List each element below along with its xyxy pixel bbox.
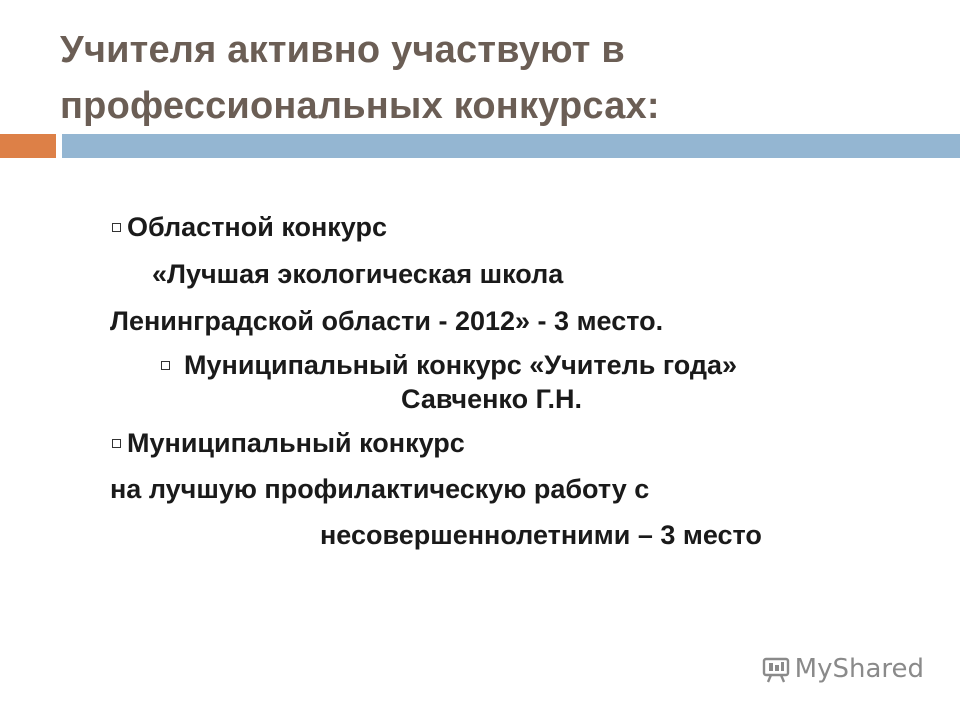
square-bullet-icon	[112, 223, 121, 232]
presentation-board-icon	[761, 654, 791, 684]
list-item-1-heading: Областной конкурс	[127, 212, 387, 242]
square-bullet-icon	[161, 361, 170, 370]
watermark	[761, 654, 924, 684]
list-item-1-line-2: «Лучшая экологическая школа	[152, 259, 564, 289]
list-item-3-line-1	[112, 426, 465, 460]
list-item-2-line-2: Савченко Г.Н.	[401, 384, 582, 414]
title-line-1: Учителя активно участвуют в	[60, 29, 625, 71]
list-item-2-heading: Муниципальный конкурс «Учитель года»	[184, 350, 738, 380]
title-line-2: профессиональных конкурсах:	[60, 85, 660, 127]
watermark-text: MyShared	[794, 654, 924, 684]
list-item-3-line-2: на лучшую профилактическую работу с	[110, 474, 650, 504]
list-item-2-line-1	[161, 348, 737, 382]
list-item-3-heading: Муниципальный конкурс	[127, 428, 465, 458]
square-bullet-icon	[112, 439, 121, 448]
list-item-1-line-3: Ленинградской области - 2012» - 3 место.	[110, 306, 664, 336]
list-item-3-line-3: несовершеннолетними – 3 место	[320, 520, 762, 550]
list-item-1-line-1	[112, 210, 387, 244]
